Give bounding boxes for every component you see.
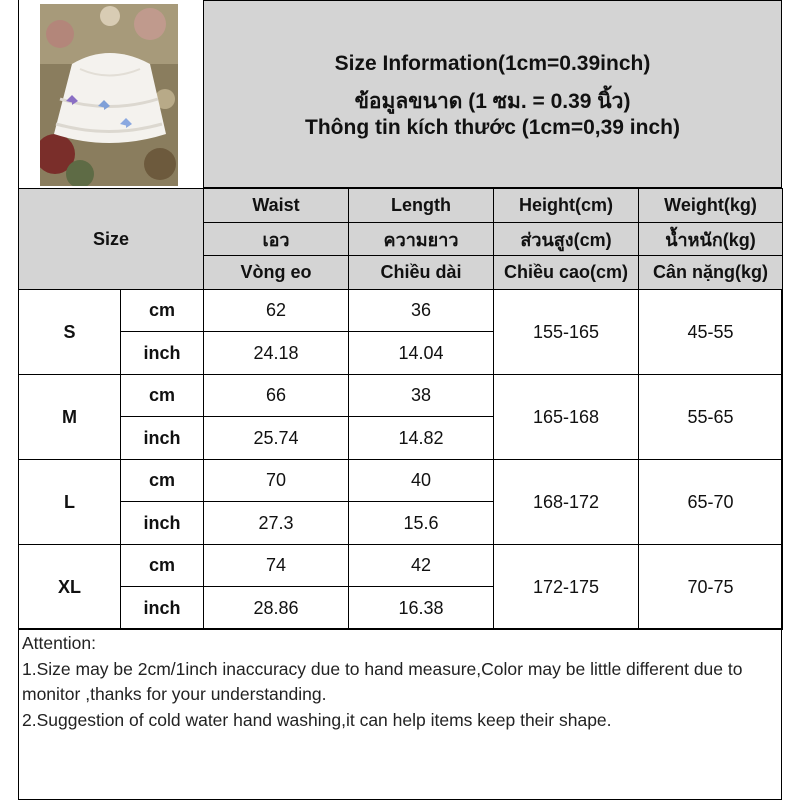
size-table xyxy=(18,188,783,630)
col-header-length-th: ความยาว xyxy=(349,223,494,256)
weight-range: 45-55 xyxy=(639,290,783,375)
size-info-header xyxy=(203,0,782,188)
col-header-weight-th: น้ำหนัก(kg) xyxy=(639,223,783,256)
header-title-th: ข้อมูลขนาด (1 ซม. = 0.39 นิ้ว) xyxy=(354,90,631,113)
waist-inch: 27.3 xyxy=(204,502,349,545)
attention-notes xyxy=(18,628,782,800)
product-photo xyxy=(40,4,178,186)
col-header-length: Length xyxy=(349,189,494,223)
length-cm: 38 xyxy=(349,375,494,417)
unit-cm: cm xyxy=(121,375,204,417)
col-header-length-vi: Chiều dài xyxy=(349,256,494,290)
length-cm: 36 xyxy=(349,290,494,332)
height-range: 172-175 xyxy=(494,545,639,630)
weight-range: 70-75 xyxy=(639,545,783,630)
unit-inch: inch xyxy=(121,587,204,630)
header-title-en: Size Information(1cm=0.39inch) xyxy=(334,52,651,75)
table-row xyxy=(19,375,783,417)
notes-title: Attention: xyxy=(22,633,96,653)
size-label: M xyxy=(19,375,121,460)
col-header-height-th: ส่วนสูง(cm) xyxy=(494,223,639,256)
col-header-waist: Waist xyxy=(204,189,349,223)
weight-range: 55-65 xyxy=(639,375,783,460)
skirt-photo-icon xyxy=(40,4,178,186)
length-cm: 42 xyxy=(349,545,494,587)
waist-inch: 28.86 xyxy=(204,587,349,630)
unit-cm: cm xyxy=(121,460,204,502)
waist-cm: 70 xyxy=(204,460,349,502)
length-inch: 16.38 xyxy=(349,587,494,630)
height-range: 168-172 xyxy=(494,460,639,545)
unit-cm: cm xyxy=(121,545,204,587)
unit-inch: inch xyxy=(121,417,204,460)
waist-inch: 25.74 xyxy=(204,417,349,460)
waist-cm: 66 xyxy=(204,375,349,417)
size-label: L xyxy=(19,460,121,545)
size-header: Size xyxy=(19,189,204,290)
height-range: 155-165 xyxy=(494,290,639,375)
length-inch: 15.6 xyxy=(349,502,494,545)
size-label: XL xyxy=(19,545,121,630)
col-header-weight: Weight(kg) xyxy=(639,189,783,223)
table-header-row xyxy=(19,189,783,223)
table-row xyxy=(19,290,783,332)
waist-cm: 62 xyxy=(204,290,349,332)
notes-line-2: 2.Suggestion of cold water hand washing,it can help items keep their shape. xyxy=(22,709,612,730)
unit-inch: inch xyxy=(121,332,204,375)
table-row xyxy=(19,460,783,502)
unit-inch: inch xyxy=(121,502,204,545)
col-header-waist-vi: Vòng eo xyxy=(204,256,349,290)
col-header-waist-th: เอว xyxy=(204,223,349,256)
header-title-vi: Thông tin kích thước (1cm=0,39 inch) xyxy=(305,116,680,139)
size-label: S xyxy=(19,290,121,375)
col-header-height: Height(cm) xyxy=(494,189,639,223)
unit-cm: cm xyxy=(121,290,204,332)
height-range: 165-168 xyxy=(494,375,639,460)
notes-line-1: 1.Size may be 2cm/1inch inaccuracy due to hand measure,Color may be little different due to monitor ,thanks for your understanding. xyxy=(22,658,743,704)
length-inch: 14.82 xyxy=(349,417,494,460)
waist-inch: 24.18 xyxy=(204,332,349,375)
table-row xyxy=(19,545,783,587)
waist-cm: 74 xyxy=(204,545,349,587)
col-header-weight-vi: Cân nặng(kg) xyxy=(639,256,783,290)
length-inch: 14.04 xyxy=(349,332,494,375)
length-cm: 40 xyxy=(349,460,494,502)
weight-range: 65-70 xyxy=(639,460,783,545)
col-header-height-vi: Chiều cao(cm) xyxy=(494,256,639,290)
